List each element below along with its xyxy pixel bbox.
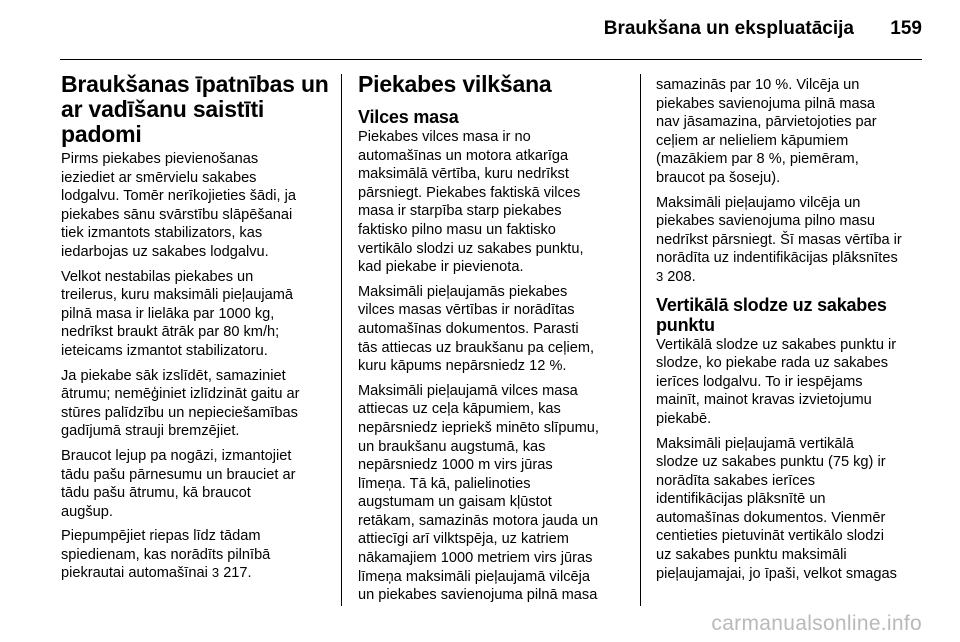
paragraph: samazinās par 10 %. Vilcēja un piekabes savienojuma pilnā masa nav jāsamazina, pārvietojoties par ceļiem ar nelieliem kāpumiem (mazākiem par 8 %, piemēram, braucot pa šoseju).	[656, 77, 877, 186]
paragraph-with-reference	[61, 527, 333, 583]
page-number: 159	[890, 18, 922, 39]
paragraph: Velkot nestabilas piekabes un treilerus, kuru maksimāli pieļaujamā pilnā masa ir lielāka par 1000 kg, nedrīkst braukt ātrāk par 80 km/h; ieteicams izmantot stabilizatoru.	[61, 268, 293, 359]
column-3	[656, 76, 926, 589]
column-1	[61, 72, 333, 589]
watermark-text: carmanualsonline.info	[711, 612, 922, 635]
paragraph-text: Maksimāli pieļaujamo vilcēja un piekabes savienojuma pilno masu nedrīkst pārsniegt. Šī masas vērtība ir norādīta uz indentifikācijas plāksnītes	[656, 194, 902, 267]
paragraph: Maksimāli pieļaujamās piekabes vilces masas vērtības ir norādītas automašīnas dokumentos. Parasti tās attiecas uz braukšanu pa ceļiem, kuru kāpums nepārsniedz 12 %.	[358, 283, 595, 375]
page-reference-link[interactable]: 208.	[663, 268, 696, 285]
page-header	[60, 18, 922, 44]
paragraph-text: Piepumpējiet riepas līdz tādam spiedienam, kas norādīts pilnībā piekrautai automašīnai	[61, 528, 271, 582]
section-heading-trailer-towing: Piekabes vilkšana	[358, 71, 552, 97]
section-heading-driving-tips: Braukšanas īpatnības un ar vadīšanu saistīti padomi	[61, 71, 329, 147]
column-divider-2	[640, 74, 641, 606]
paragraph: Pirms piekabes pievienošanas ieziediet ar smērvielu sakabes lodgalvu. Tomēr nerīkojieties šādi, ja piekabes sānu svārstību slāpēšanai tiek izmantots stabilizators, kas iedarbojas uz sakabes lodgalvu.	[61, 151, 296, 260]
column-divider-1	[341, 74, 342, 606]
subheading-towing-mass: Vilces masa	[358, 107, 459, 127]
paragraph: Braucot lejup pa nogāzi, izmantojiet tādu pašu pārnesumu un brauciet ar tādu pašu ātrumu, kā braucot augšup.	[61, 447, 296, 520]
page-header-title: Braukšana un ekspluatācija	[603, 18, 854, 39]
header-rule	[60, 59, 922, 60]
paragraph: Piekabes vilces masa ir no automašīnas un motora atkarīga maksimālā vērtība, kuru nedrīkst pārsniegt. Piekabes faktiskā vilces masa ir starpība starp piekabes faktisko pilno masu un faktisko vertikālo slodzi uz sakabes punktu, kad piekabe ir pievienota.	[358, 129, 584, 276]
paragraph: Ja piekabe sāk izslīdēt, samaziniet ātrumu; nemēģiniet izlīdzināt gaitu ar stūres palīdzību un nepieciešamības gadījumā strauji bremzējiet.	[61, 367, 300, 440]
paragraph-with-reference	[656, 194, 926, 287]
paragraph: Vertikālā slodze uz sakabes punktu ir slodze, ko piekabe rada uz sakabes ierīces lodgalvu. To ir iespējams mainīt, mainot kravas izvietojumu piekabē.	[656, 336, 897, 427]
paragraph: Maksimāli pieļaujamā vertikālā slodze uz sakabes punktu (75 kg) ir norādīta sakabes ierīces identifikācijas plāksnītē un automašīnas dokumentos. Vienmēr centieties pietuvināt vertikālo slodzi uz sakabes punktu maksimāli pieļaujamajai, jo īpaši, velkot smagas	[656, 435, 897, 582]
page-reference-link[interactable]: 217.	[219, 565, 252, 582]
page-reference-arrow-icon: 3	[211, 565, 220, 581]
column-2	[358, 72, 632, 611]
subheading-vertical-load: Vertikālā slodze uz sakabes punktu	[656, 294, 887, 335]
page-reference-arrow-icon: 3	[656, 268, 664, 284]
paragraph: Maksimāli pieļaujamā vilces masa attiecas uz ceļa kāpumiem, kas nepārsniedz iepriekš minēto slīpumu, un braukšanu augstumā, kas nepārsniedz 1000 m virs jūras līmeņa. Tā kā, palielinoties augstumam un gaisam kļūstot retākam, samazinās motora jauda un attiecīgi arī vilktspēja, uz katriem nākamajiem 1000 metriem virs jūras līmeņa maksimāli pieļaujamā vilcēja un piekabes savienojuma pilnā masa	[358, 382, 599, 604]
